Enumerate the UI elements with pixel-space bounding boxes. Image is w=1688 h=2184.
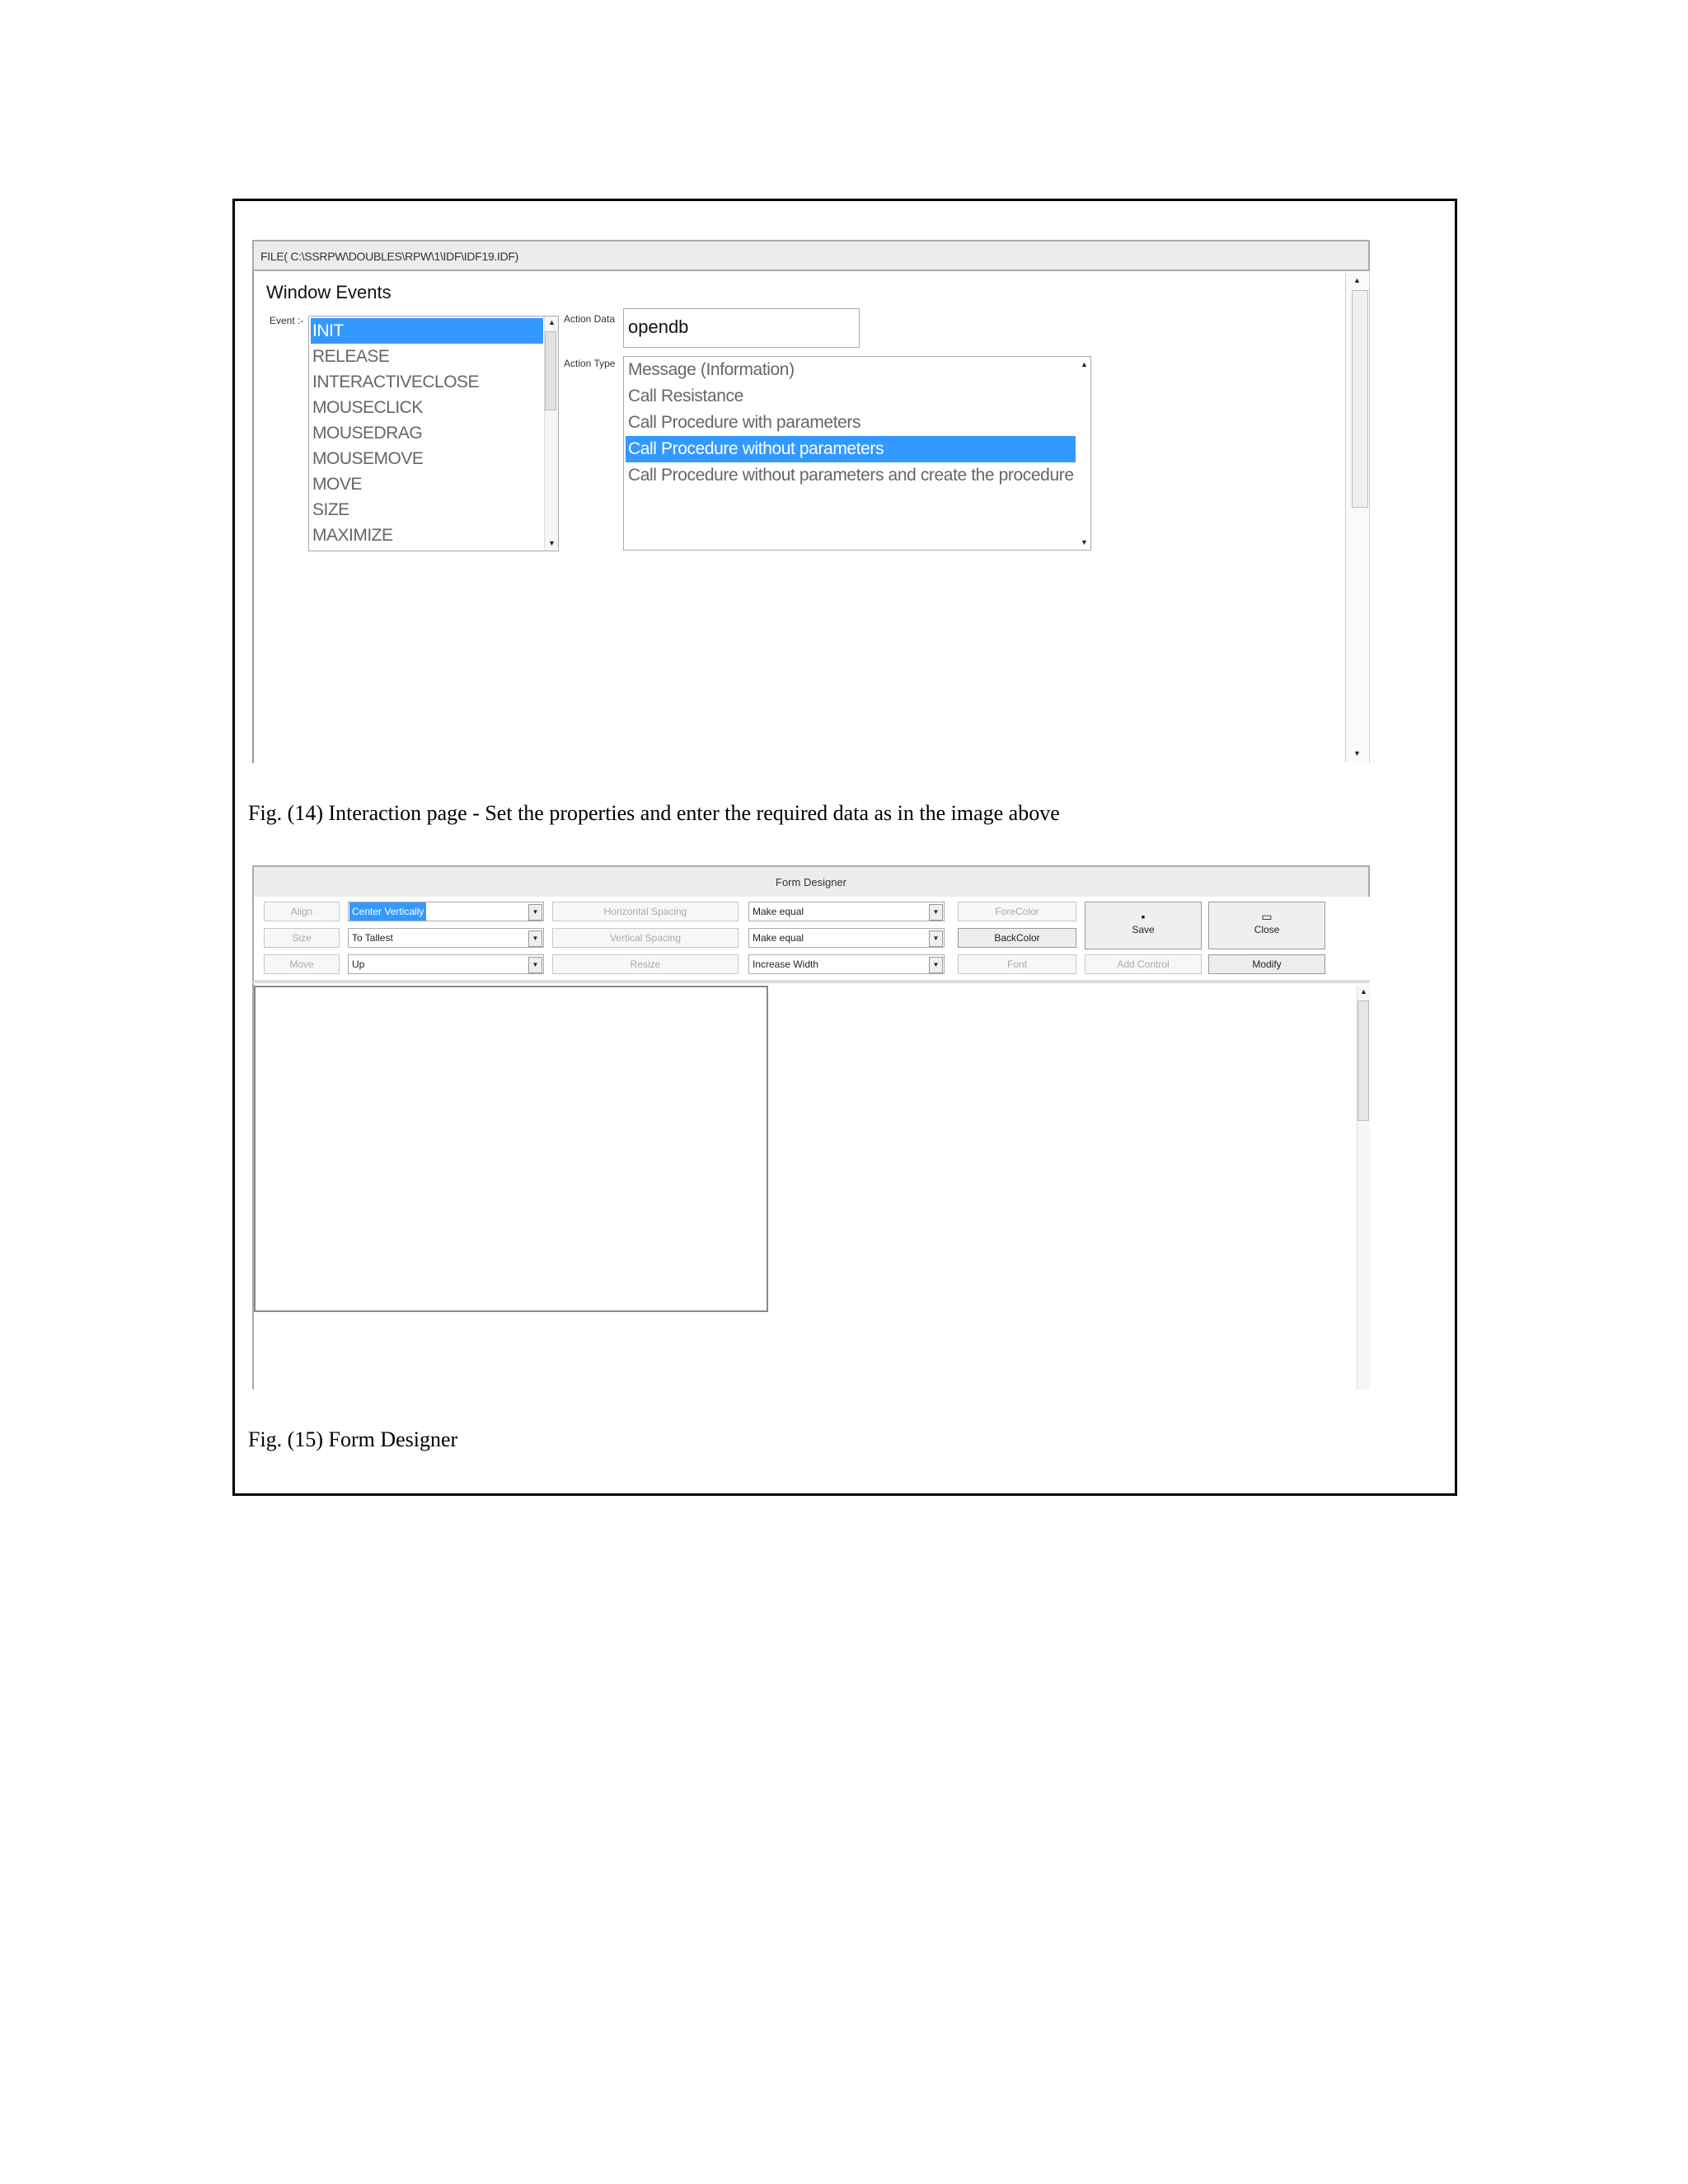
action-type-listbox[interactable] <box>623 356 1091 551</box>
scroll-down-icon[interactable]: ▼ <box>548 539 556 547</box>
file-path-titlebar: FILE( C:\SSRPW\DOUBLES\RPW\1\IDF\IDF19.IDF) <box>252 240 1370 271</box>
action-type-item[interactable]: Message (Information) <box>628 360 795 379</box>
event-item-mousemove[interactable]: MOUSEMOVE <box>312 449 424 468</box>
size-button[interactable]: Size <box>264 928 340 948</box>
vertical-spacing-button[interactable]: Vertical Spacing <box>552 928 738 948</box>
action-type-item-selected[interactable]: Call Procedure without parameters <box>626 436 1076 462</box>
designer-scroll-thumb[interactable] <box>1357 1001 1369 1121</box>
event-item-interactiveclose[interactable]: INTERACTIVECLOSE <box>312 373 480 391</box>
vertical-spacing-select[interactable] <box>748 928 945 948</box>
horizontal-spacing-value: Make equal <box>753 906 804 917</box>
save-button[interactable] <box>1085 902 1202 949</box>
action-type-item[interactable]: Call Procedure without parameters and create the procedure <box>628 466 1074 485</box>
forecolor-button[interactable]: ForeColor <box>958 902 1076 921</box>
size-select-value: To Tallest <box>352 932 393 944</box>
form-designer-titlebar: Form Designer <box>252 865 1370 897</box>
event-label: Event :- <box>270 315 304 326</box>
action-type-label: Action Type <box>564 358 616 369</box>
close-button-label: Close <box>1254 924 1280 935</box>
resize-select[interactable] <box>748 954 945 974</box>
chevron-down-icon[interactable]: ▼ <box>528 904 542 921</box>
chevron-down-icon[interactable]: ▼ <box>528 957 542 973</box>
resize-select-value: Increase Width <box>753 958 819 970</box>
modify-button[interactable]: Modify <box>1208 954 1325 974</box>
font-button[interactable]: Font <box>958 954 1076 974</box>
action-type-item[interactable]: Call Procedure with parameters <box>628 413 861 432</box>
scroll-down-icon[interactable]: ▼ <box>1081 538 1088 546</box>
horizontal-spacing-select[interactable] <box>748 902 945 921</box>
event-item-init[interactable]: INIT <box>311 318 543 344</box>
add-control-button[interactable]: Add Control <box>1085 954 1202 974</box>
action-type-item[interactable]: Call Resistance <box>628 387 743 405</box>
scroll-up-icon[interactable]: ▲ <box>548 318 556 326</box>
size-select[interactable] <box>348 928 544 948</box>
align-button[interactable]: Align <box>264 902 340 921</box>
resize-button[interactable]: Resize <box>552 954 738 974</box>
event-item-maximize[interactable]: MAXIMIZE <box>312 526 393 545</box>
event-item-mousedrag[interactable]: MOUSEDRAG <box>312 424 423 443</box>
chevron-down-icon[interactable]: ▼ <box>929 957 943 973</box>
window-events-heading: Window Events <box>266 282 392 302</box>
window-scroll-thumb[interactable] <box>1352 290 1368 508</box>
chevron-down-icon[interactable]: ▼ <box>929 930 943 947</box>
action-data-label: Action Data <box>564 313 616 325</box>
event-list-scroll-thumb[interactable] <box>545 331 556 410</box>
event-item-move[interactable]: MOVE <box>312 475 362 494</box>
event-item-size[interactable]: SIZE <box>312 500 349 519</box>
scroll-up-icon[interactable]: ▲ <box>1360 987 1367 996</box>
horizontal-spacing-button[interactable]: Horizontal Spacing <box>552 902 738 921</box>
figure-14-caption: Fig. (14) Interaction page - Set the properties and enter the required data as in the image above <box>248 801 1060 825</box>
scroll-up-icon[interactable]: ▲ <box>1081 360 1088 368</box>
floppy-disk-icon: ▪ <box>1141 910 1146 923</box>
scroll-up-icon[interactable]: ▲ <box>1353 276 1361 284</box>
event-item-release[interactable]: RELEASE <box>312 347 390 366</box>
designer-form-surface[interactable] <box>254 986 768 1312</box>
action-data-input[interactable]: opendb <box>623 308 860 348</box>
chevron-down-icon[interactable]: ▼ <box>929 904 943 921</box>
align-select-value: Center Vertically <box>349 902 426 921</box>
save-button-label: Save <box>1132 924 1155 935</box>
folder-icon: ▭ <box>1261 910 1273 923</box>
close-button[interactable] <box>1208 902 1325 949</box>
event-item-mouseclick[interactable]: MOUSECLICK <box>312 398 423 417</box>
scroll-down-icon[interactable]: ▼ <box>1353 749 1361 757</box>
figure-15-caption: Fig. (15) Form Designer <box>248 1427 458 1451</box>
event-listbox[interactable] <box>308 316 559 551</box>
chevron-down-icon[interactable]: ▼ <box>528 930 542 947</box>
move-select-value: Up <box>352 958 365 970</box>
move-select[interactable] <box>348 954 544 974</box>
move-button[interactable]: Move <box>264 954 340 974</box>
backcolor-button[interactable]: BackColor <box>958 928 1076 948</box>
align-select[interactable] <box>348 902 544 921</box>
vertical-spacing-value: Make equal <box>753 932 804 944</box>
